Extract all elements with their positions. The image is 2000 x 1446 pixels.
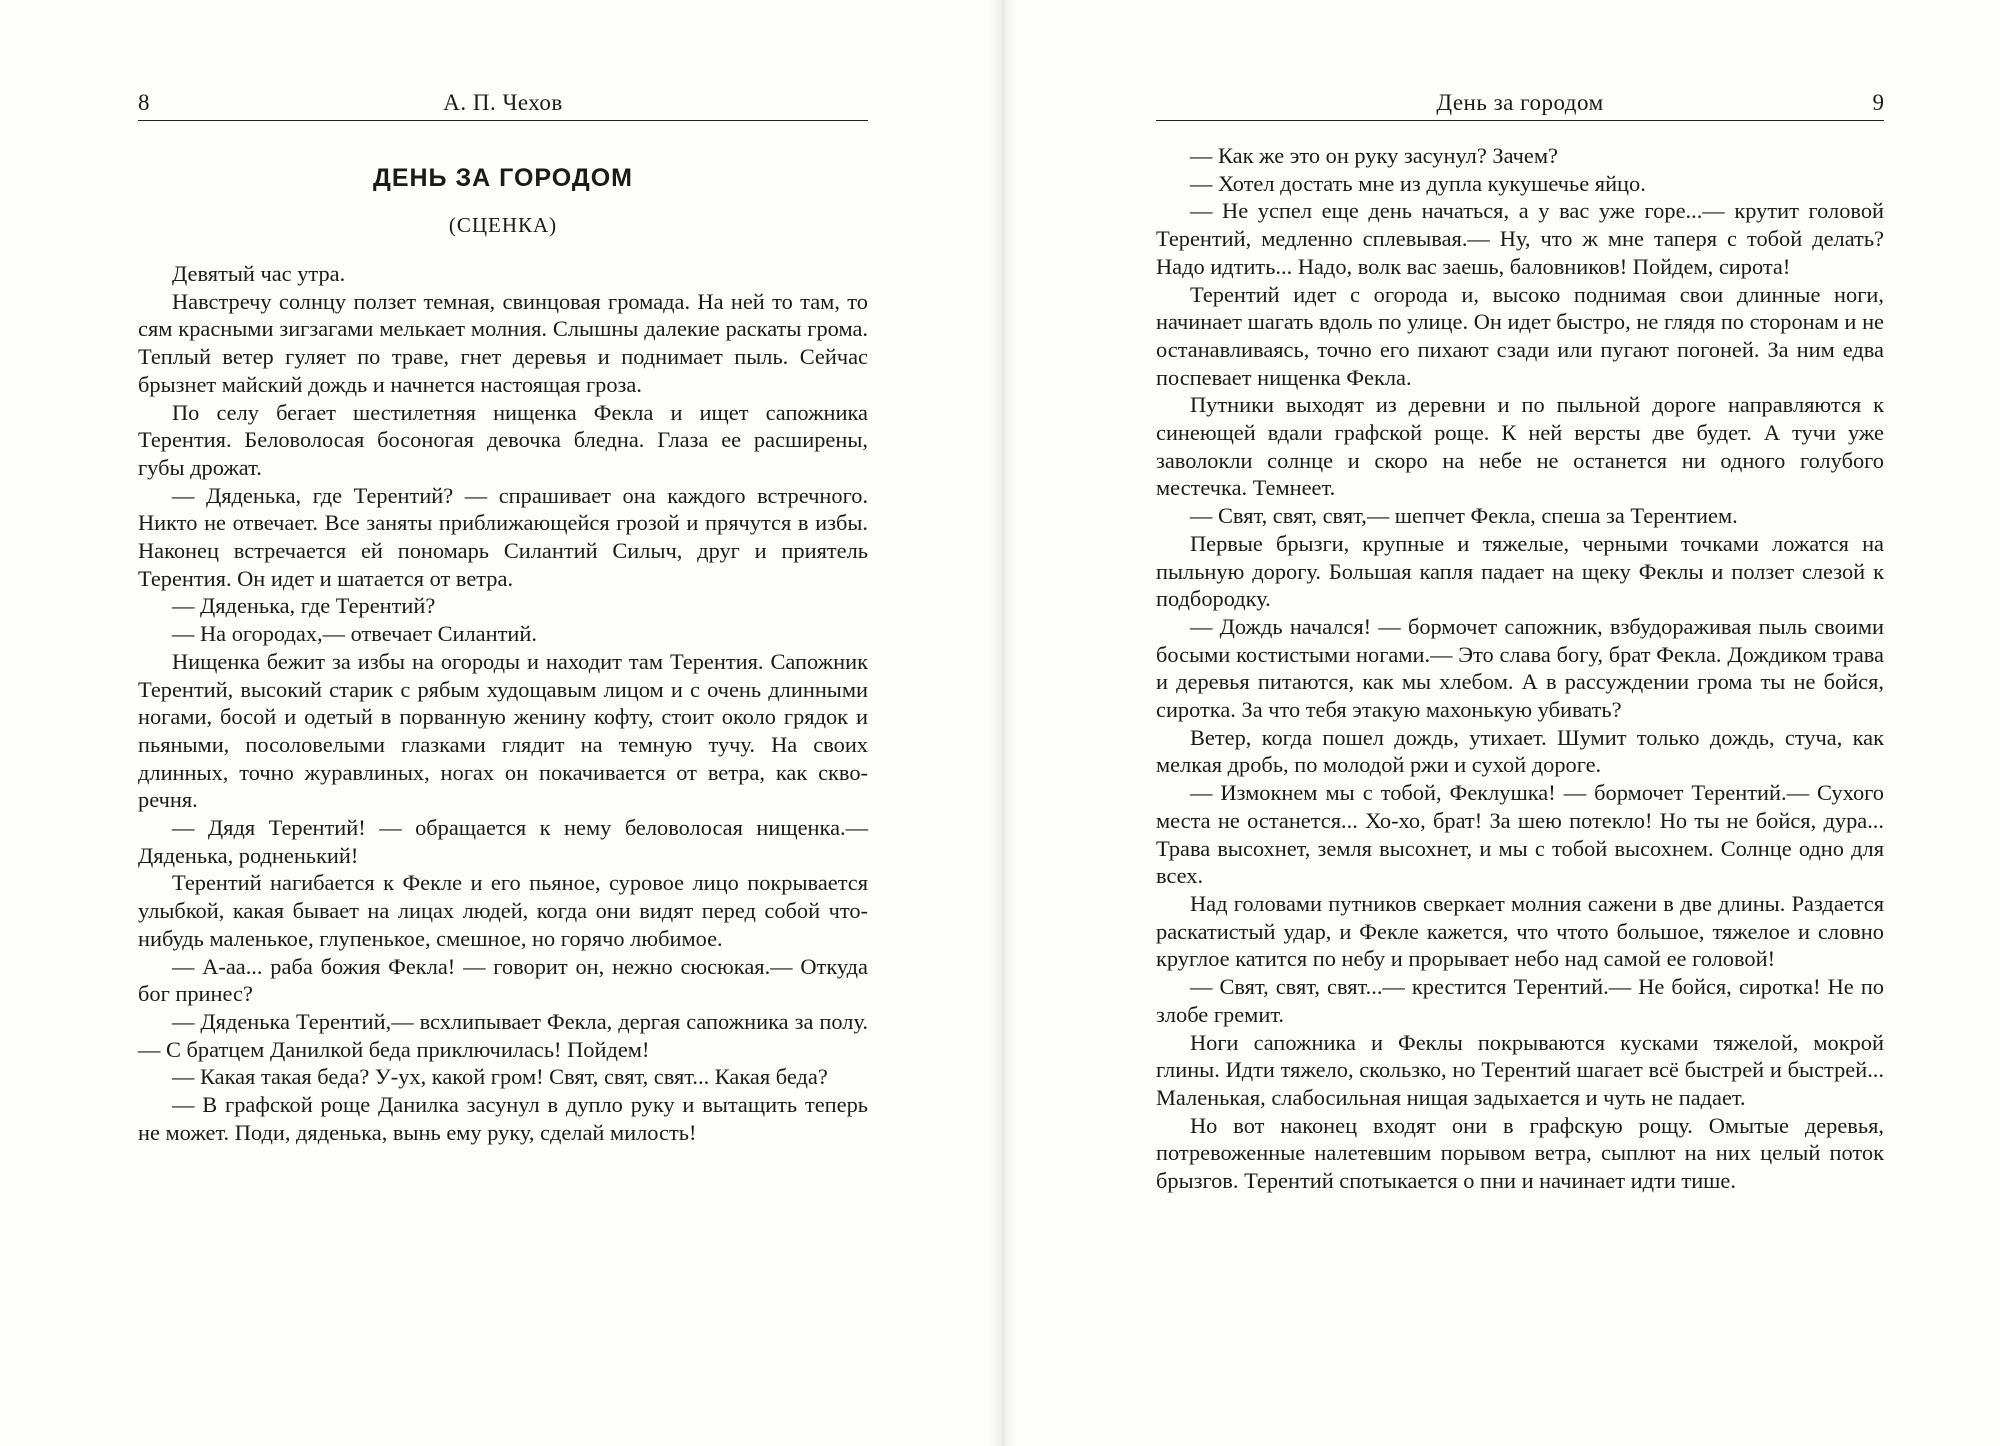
page-number-right: 9 [1872, 90, 1884, 115]
story-subtitle: (СЦЕНКА) [448, 213, 558, 237]
paragraph: — На огородах,— отвечает Силантий. [172, 621, 537, 647]
paragraph: — Дяденька, где Терентий? — спрашивает она каждого встречного. Никто не отвечает. Все заняты приближающейся грозой и прячутся в избы. Наконец встречается ей пономарь Силантий Силыч, друг и приятель Терентия. Он идет и шатается от ветра. [138, 482, 868, 591]
paragraph: Нищенка бежит за избы на огороды и находит там Терентия. Сапожник Терентий, высокий старик с рябым худощавым лицом и с очень длинными ногами, босой и одетый в порванную женину кофту, стоит около грядок и пьяными, посоловелыми глазками глядит на темную тучу. На своих длинных, точно журавлиных, ногах он покачивается от ветра, как скворечня. [138, 648, 868, 813]
book-gutter-shadow [990, 0, 1016, 1446]
paragraph: Навстречу солнцу ползет темная, свинцовая громада. На ней то там, то сям красными зигзагами мелькает молния. Слышны далекие раскаты грома. Теплый ветер гуляет по траве, гнет деревья и поднимает пыль. Сейчас брызнет майский дождь и начнется настоящая гроза. [138, 288, 868, 397]
paragraph: — Не успел еще день начаться, а у вас уже горе...— крутит головой Терентий, медленно сплевывая.— Ну, что ж мне таперя с тобой делать? Надо идтить... Надо, волк вас заешь, баловников! Пойдем, сирота! [1156, 198, 1884, 279]
paragraph: По селу бегает шестилетняя нищенка Фекла и ищет сапожника Терентия. Беловолосая босоногая девочка бледна. Глаза ее расширены, губы дрожат. [138, 399, 868, 480]
paragraph: — Как же это он руку засунул? Зачем? [1190, 143, 1558, 168]
paragraph: Терентий идет с огорода и, высоко поднимая свои длинные ноги, начинает шагать вдоль по улице. Он идет быстро, не глядя по сторонам и не останавливаясь, точно его пихают сзади или пугают погоней. За ним едва поспевает нищенка Фекла. [1156, 281, 1884, 390]
paragraph: — А-аа... раба божия Фекла! — говорит он, нежно сюсюкая.— Откуда бог принес? [138, 953, 868, 1007]
paragraph: — Свят, свят, свят,— шепчет Фекла, спеша за Терентием. [1190, 503, 1738, 529]
paragraph: Над головами путников сверкает молния сажени в две длины. Раздается раскатистый удар, и Фекле кажется, что чтото большое, тяжелое и словно круглое катится по небу и прорывает небо над самой ее головой! [1156, 890, 1884, 972]
running-head-right [1156, 86, 1884, 121]
paragraph: Первые брызги, крупные и тяжелые, черными точками ложатся на пыльную дорогу. Большая капля падает на щеку Феклы и ползет слезой к подбородку. [1156, 530, 1884, 612]
paragraph: Ноги сапожника и Феклы покрываются кусками тяжелой, мокрой глины. Идти тяжело, скользко, но Терентий шагает всё быстрей и быстрей... Маленькая, слабосильная нищая задыхается и чуть не падает. [1156, 1029, 1884, 1110]
page-number-left: 8 [138, 90, 150, 115]
paragraph: — Какая такая беда? У-ух, какой гром! Свят, свят, свят... Какая беда? [172, 1064, 828, 1090]
paragraph: — В графской роще Данилка засунул в дупло руку и вытащить теперь не может. Поди, дяденька, вынь ему руку, сделай милость! [138, 1092, 868, 1145]
right-body-text [1156, 142, 1884, 1195]
paragraph: — Дяденька Терентий,— всхлипывает Фекла, дергая сапожника за полу.— С братцем Данилкой беда приключилась! Пойдем! [138, 1008, 868, 1062]
running-head-title: День за городом [1436, 90, 1604, 115]
paragraph: Ветер, когда пошел дождь, утихает. Шумит только дождь, стуча, как мелкая дробь, по молодой ржи и сухой дороге. [1156, 724, 1884, 778]
right-page [1000, 0, 2000, 1446]
paragraph: Путники выходят из деревни и по пыльной дороге направляются к синеющей вдали графской роще. К ней версты две будет. А тучи уже заволокли солнце и скоро на небе не останется ни одного голубого местечка. Темнеет. [1156, 392, 1884, 501]
paragraph: — Дяденька, где Терентий? [172, 593, 436, 619]
paragraph: Терентий нагибается к Фекле и его пьяное, суровое лицо покрывается улыбкой, какая бывает на лицах людей, когда они видят перед собой что-нибудь маленькое, глупенькое, смешное, но горячо любимое. [138, 870, 868, 951]
paragraph: — Измокнем мы с тобой, Феклушка! — бормочет Терентий.— Сухого места не останется... Хо-хо, брат! За шею потекло! Но ты не бойся, дура... Трава высохнет, земля высохнет, и мы с тобой высохнем. Солнце одно для всех. [1156, 780, 1884, 889]
running-head-author: А. П. Чехов [443, 90, 563, 115]
paragraph: — Дождь начался! — бормочет сапожник, взбудораживая пыль своими босыми костистыми ногами.— Это слава богу, брат Фекла. Дождиком трава и деревья питаются, как мы хлебом. А в рассуждении грома ты не бойся, сиротка. За что тебя этакую махонькую убивать? [1156, 613, 1884, 723]
left-body-text [138, 260, 868, 1147]
running-head-left [138, 86, 868, 121]
paragraph: Девятый час утра. [172, 261, 346, 286]
paragraph: — Хотел достать мне из дупла кукушечье яйцо. [1190, 170, 1646, 196]
paragraph: Но вот наконец входят они в графскую рощу. Омытые деревья, потревоженные налетевшим порывом ветра, сыплют на них целый поток брызгов. Терентий спотыкается о пни и начинает идти тише. [1156, 1112, 1884, 1194]
paragraph: — Дядя Терентий! — обращается к нему беловолосая нищенка.— Дяденька, родненький! [138, 815, 868, 868]
paragraph: — Свят, свят, свят...— крестится Терентий.— Не бойся, сиротка! Не по злобе гремит. [1156, 974, 1884, 1027]
story-title: ДЕНЬ ЗА ГОРОДОМ [373, 164, 633, 192]
